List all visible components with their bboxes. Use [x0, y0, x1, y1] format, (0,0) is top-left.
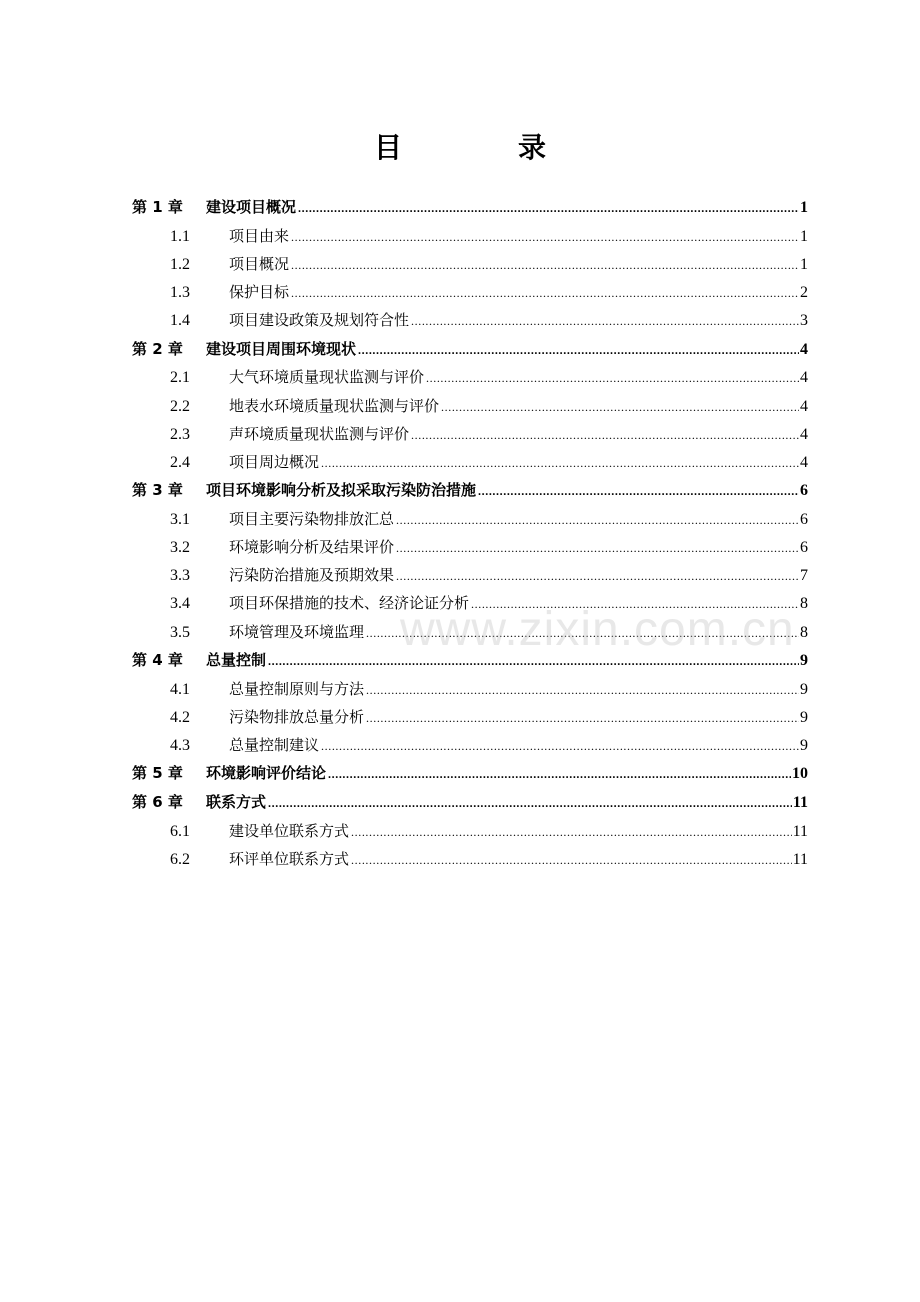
toc-entry-title: 联系方式 [206, 792, 267, 811]
toc-entry-page-number: 6 [800, 539, 808, 557]
toc-entry-page-number: 8 [800, 623, 808, 641]
toc-entry-title: 总量控制建议 [229, 736, 320, 754]
toc-dot-leader [411, 421, 799, 449]
toc-section-entry[interactable] [132, 306, 808, 334]
toc-section-entry[interactable] [132, 618, 808, 646]
toc-entry-number: 4.3 [170, 737, 190, 754]
toc-entry-number: 4.2 [170, 708, 190, 726]
toc-entry-page-number: 4 [800, 397, 808, 415]
toc-dot-leader [268, 647, 799, 676]
toc-entry-title: 建设单位联系方式 [229, 821, 350, 840]
toc-entry-page-number: 10 [792, 765, 808, 783]
toc-chapter-entry[interactable] [132, 476, 808, 505]
toc-entry-page-number: 4 [800, 369, 808, 387]
toc-chapter-entry[interactable] [132, 646, 808, 675]
toc-entry-page-number: 4 [800, 453, 808, 471]
toc-entry-title: 建设项目周围环境现状 [206, 339, 357, 358]
toc-dot-leader [366, 676, 799, 704]
toc-dot-leader [351, 818, 792, 846]
toc-entry-number: 2.4 [170, 453, 190, 471]
toc-entry-page-number: 4 [800, 340, 808, 358]
toc-entry-number: 6.1 [170, 822, 190, 840]
toc-section-entry[interactable] [132, 561, 808, 589]
toc-entry-number: 第 2 章 [132, 339, 183, 358]
toc-dot-leader [411, 307, 799, 335]
toc-dot-leader [351, 846, 792, 874]
toc-dot-leader [298, 194, 799, 223]
toc-entry-page-number: 9 [800, 708, 808, 726]
toc-entry-page-number: 11 [792, 850, 808, 868]
toc-entry-number: 第 1 章 [132, 198, 183, 216]
toc-entry-number: 2.1 [170, 369, 190, 387]
toc-entry-number: 3.4 [170, 595, 190, 613]
watermark: www.zixin.com.cn [400, 603, 795, 656]
toc-section-entry[interactable] [132, 817, 808, 845]
toc-section-entry[interactable] [132, 420, 808, 448]
toc-entry-title: 污染防治措施及预期效果 [229, 566, 395, 585]
toc-dot-leader [268, 789, 792, 818]
toc-entry-number: 3.5 [170, 623, 190, 641]
toc-entry-title: 环评单位联系方式 [229, 849, 350, 868]
toc-entry-page-number: 2 [800, 284, 808, 302]
toc-entry-title: 环境影响分析及结果评价 [229, 538, 395, 557]
toc-chapter-entry[interactable] [132, 193, 808, 222]
toc-entry-page-number: 9 [800, 737, 808, 754]
toc-dot-leader [366, 619, 799, 647]
toc-entry-page-number: 6 [800, 510, 808, 528]
toc-dot-leader [321, 449, 799, 477]
toc-entry-number: 6.2 [170, 850, 190, 868]
toc-dot-leader [291, 279, 799, 307]
toc-dot-leader [358, 336, 799, 365]
toc-entry-title: 项目环境影响分析及拟采取污染防治措施 [206, 481, 477, 500]
toc-chapter-entry[interactable] [132, 335, 808, 364]
toc-dot-leader [321, 732, 799, 760]
toc-entry-title: 项目主要污染物排放汇总 [229, 509, 395, 528]
toc-dot-leader [396, 562, 799, 590]
toc-entry-number: 2.3 [170, 425, 190, 443]
toc-section-entry[interactable] [132, 703, 808, 731]
toc-chapter-entry[interactable] [132, 788, 808, 817]
toc-entry-number: 3.3 [170, 567, 190, 585]
table-of-contents [132, 193, 808, 873]
toc-entry-page-number: 1 [800, 227, 808, 245]
toc-section-entry[interactable] [132, 278, 808, 306]
toc-entry-title: 项目概况 [229, 254, 290, 273]
toc-dot-leader [471, 590, 799, 618]
toc-section-entry[interactable] [132, 505, 808, 533]
toc-section-entry[interactable] [132, 845, 808, 873]
toc-dot-leader [291, 223, 799, 251]
toc-dot-leader [291, 251, 799, 279]
toc-entry-number: 2.2 [170, 397, 190, 415]
toc-dot-leader [426, 364, 799, 392]
toc-entry-title: 污染物排放总量分析 [229, 707, 365, 726]
toc-entry-number: 4.1 [170, 680, 190, 698]
toc-entry-title: 建设项目概况 [206, 198, 297, 216]
toc-entry-title: 保护目标 [229, 283, 290, 302]
toc-entry-number: 1.2 [170, 255, 190, 273]
toc-dot-leader [396, 506, 799, 534]
toc-entry-title: 总量控制 [206, 650, 267, 669]
toc-entry-number: 3.1 [170, 510, 190, 528]
toc-entry-page-number: 8 [800, 595, 808, 613]
toc-entry-number: 第 6 章 [132, 792, 183, 811]
toc-entry-number: 第 3 章 [132, 481, 183, 500]
toc-section-entry[interactable] [132, 533, 808, 561]
toc-dot-leader [366, 704, 799, 732]
toc-entry-title: 项目由来 [229, 226, 290, 245]
toc-entry-number: 1.1 [170, 227, 190, 245]
toc-entry-page-number: 11 [792, 822, 808, 840]
toc-entry-title: 项目周边概况 [229, 452, 320, 471]
toc-entry-title: 大气环境质量现状监测与评价 [229, 368, 425, 387]
toc-dot-leader [441, 393, 799, 421]
toc-entry-page-number: 4 [800, 425, 808, 443]
toc-entry-number: 第 5 章 [132, 764, 183, 783]
toc-dot-leader [396, 534, 799, 562]
toc-section-entry[interactable] [132, 731, 808, 759]
toc-section-entry[interactable] [132, 675, 808, 703]
toc-entry-page-number: 9 [800, 680, 808, 698]
toc-entry-number: 1.3 [170, 284, 190, 302]
toc-section-entry[interactable] [132, 392, 808, 420]
toc-entry-title: 地表水环境质量现状监测与评价 [229, 396, 440, 415]
toc-section-entry[interactable] [132, 589, 808, 617]
toc-chapter-entry[interactable] [132, 759, 808, 788]
toc-dot-leader [328, 760, 791, 789]
toc-entry-page-number: 11 [792, 793, 808, 811]
toc-dot-leader [478, 477, 799, 506]
toc-entry-page-number: 3 [800, 312, 808, 330]
toc-section-entry[interactable] [132, 250, 808, 278]
toc-entry-number: 3.2 [170, 539, 190, 557]
toc-section-entry[interactable] [132, 222, 808, 250]
toc-entry-page-number: 6 [800, 482, 808, 500]
toc-entry-title: 声环境质量现状监测与评价 [229, 424, 410, 443]
toc-entry-title: 环境管理及环境监理 [229, 622, 365, 641]
toc-entry-number: 第 4 章 [132, 650, 183, 669]
toc-entry-number: 1.4 [170, 312, 190, 330]
toc-entry-page-number: 1 [800, 255, 808, 273]
toc-entry-title: 项目环保措施的技术、经济论证分析 [229, 594, 470, 613]
toc-entry-title: 环境影响评价结论 [206, 764, 327, 783]
page-title: 目 录 [373, 131, 590, 164]
toc-section-entry[interactable] [132, 448, 808, 476]
toc-entry-page-number: 7 [800, 567, 808, 585]
toc-entry-title: 总量控制原则与方法 [229, 679, 365, 698]
toc-entry-title: 项目建设政策及规划符合性 [229, 311, 410, 330]
toc-section-entry[interactable] [132, 363, 808, 391]
toc-entry-page-number: 1 [800, 199, 808, 216]
toc-entry-page-number: 9 [800, 651, 808, 669]
